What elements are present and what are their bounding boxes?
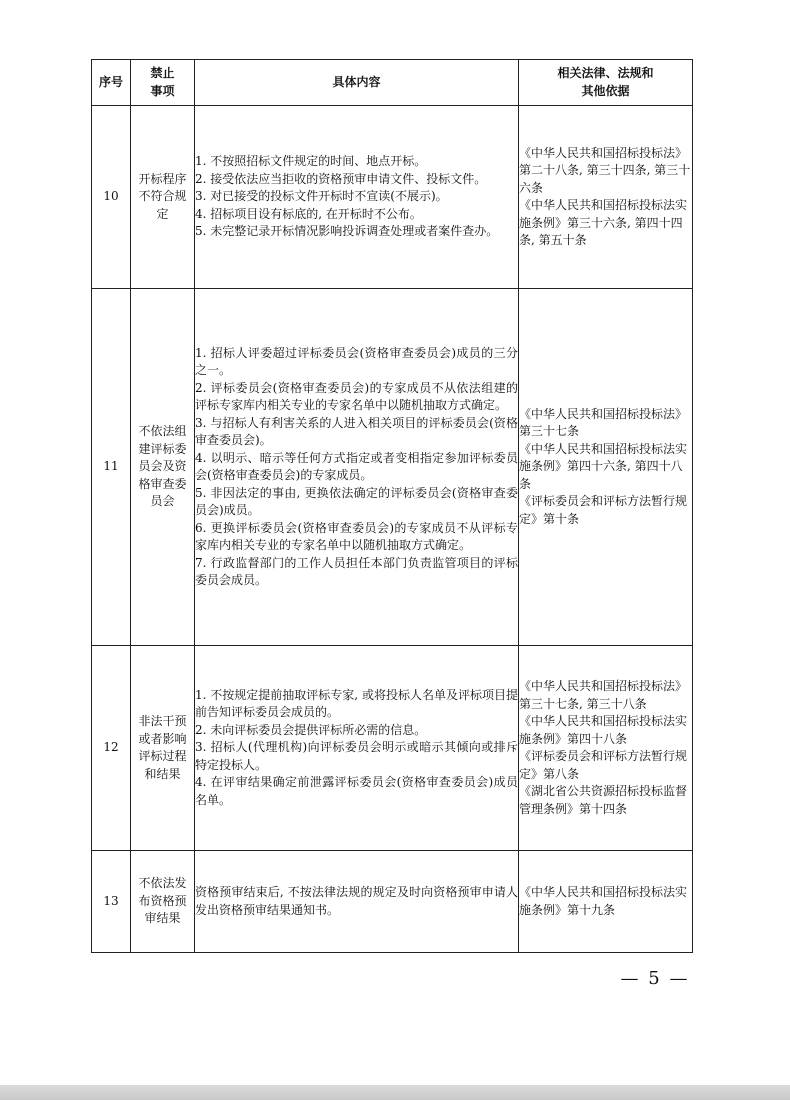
content-line: 4. 招标项目设有标底的, 在开标时不公布。 <box>195 206 422 221</box>
legal-basis <box>519 851 693 953</box>
basis-line: 《评标委员会和评标方法暂行规定》第十条 <box>519 494 688 526</box>
content-line: 1. 不按规定提前抽取评标专家, 或将投标人名单及评标项目提前告知评标委员会成员的。 <box>195 687 518 720</box>
basis-line: 《中华人民共和国招标投标法实施条例》第四十八条 <box>519 714 688 746</box>
specific-content <box>195 851 519 953</box>
row-number-text: 11 <box>103 459 119 474</box>
row-number-text: 13 <box>103 893 119 908</box>
content-line: 4. 以明示、暗示等任何方式指定或者变相指定参加评标委员会(资格审查委员会)的专家成员。 <box>195 450 518 482</box>
basis-line: 《评标委员会和评标方法暂行规定》第八条 <box>519 749 688 781</box>
prohibited-item <box>131 106 195 289</box>
basis-line: 《湖北省公共资源招标投标监督管理条例》第十四条 <box>519 784 688 816</box>
prohibited-item-text: 不依法组 建评标委 员会及资 格审查委 员会 <box>138 424 187 509</box>
prohibited-item <box>131 289 195 646</box>
row-number <box>92 289 131 646</box>
content-line: 资格预审结束后, 不按法律法规的规定及时向资格预审申请人发出资格预审结果通知书。 <box>195 885 518 917</box>
header-seq <box>92 60 131 106</box>
row-number <box>92 851 131 953</box>
table-row <box>92 646 693 851</box>
header-seq-text: 序号 <box>98 74 123 89</box>
viewer-bottom-edge <box>0 1085 790 1100</box>
content-line: 3. 与招标人有利害关系的人进入相关项目的评标委员会(资格审查委员会)。 <box>195 415 518 447</box>
content-line: 1. 不按照招标文件规定的时间、地点开标。 <box>195 154 427 169</box>
content-line: 5. 非因法定的事由, 更换依法确定的评标委员会(资格审查委员会)成员。 <box>195 485 518 517</box>
table-row <box>92 289 693 646</box>
row-number <box>92 106 131 289</box>
content-line: 5. 未完整记录开标情况影响投诉调查处理或者案件查办。 <box>195 224 499 239</box>
content-line: 3. 招标人(代理机构)向评标委员会明示或暗示其倾向或排斥特定投标人。 <box>195 740 518 772</box>
row-number <box>92 646 131 851</box>
specific-content <box>195 106 519 289</box>
page-number: — 5 — <box>620 968 690 989</box>
content-line: 2. 接受依法应当拒收的资格预审申请文件、投标文件。 <box>195 171 487 186</box>
content-line: 2. 评标委员会(资格审查委员会)的专家成员不从依法组建的评标专家库内相关专业的专家名单中以随机抽取方式确定。 <box>195 380 518 412</box>
row-number-text: 12 <box>103 740 119 755</box>
content-line: 1. 招标人评委超过评标委员会(资格审查委员会)成员的三分之一。 <box>195 345 518 377</box>
specific-content <box>195 289 519 646</box>
header-basis-text: 相关法律、法规和 其他依据 <box>557 66 654 98</box>
header-item <box>131 60 195 106</box>
basis-line: 《中华人民共和国招标投标法》第三十七条 <box>519 406 688 439</box>
legal-basis <box>519 646 693 851</box>
prohibited-item <box>131 851 195 953</box>
content-line: 3. 对已接受的投标文件开标时不宣读(不展示)。 <box>195 189 448 204</box>
content-line: 4. 在评审结果确定前泄露评标委员会(资格审查委员会)成员名单。 <box>195 775 518 807</box>
content-line: 6. 更换评标委员会(资格审查委员会)的专家成员不从评标专家库内相关专业的专家名单中以随机抽取方式确定。 <box>195 520 518 552</box>
legal-basis <box>519 289 693 646</box>
prohibited-item-text: 非法干预 或者影响 评标过程 和结果 <box>138 714 187 781</box>
header-content <box>195 60 519 106</box>
basis-line: 《中华人民共和国招标投标法》第三十七条, 第三十八条 <box>519 679 688 711</box>
header-content-text: 具体内容 <box>332 74 381 89</box>
content-line: 2. 未向评标委员会提供评标所必需的信息。 <box>195 722 427 737</box>
table-row <box>92 851 693 953</box>
basis-line: 《中华人民共和国招标投标法》第二十八条, 第三十四条, 第三十六条 <box>519 145 691 195</box>
table-row <box>92 106 693 289</box>
prohibited-item-text: 开标程序 不符合规 定 <box>138 171 187 221</box>
basis-line: 《中华人民共和国招标投标法实施条例》第四十六条, 第四十八条 <box>519 441 688 491</box>
prohibited-item <box>131 646 195 851</box>
legal-basis <box>519 106 693 289</box>
header-item-text: 禁止 事项 <box>150 66 175 98</box>
basis-line: 《中华人民共和国招标投标法实施条例》第十九条 <box>519 885 688 917</box>
prohibited-item-text: 不依法发 布资格预 审结果 <box>138 876 187 926</box>
row-number-text: 10 <box>103 189 119 204</box>
basis-line: 《中华人民共和国招标投标法实施条例》第三十六条, 第四十四条, 第五十条 <box>519 198 688 247</box>
content-line: 7. 行政监督部门的工作人员担任本部门负责监管项目的评标委员会成员。 <box>195 555 518 587</box>
table-header-row <box>92 60 693 106</box>
specific-content <box>195 646 519 851</box>
header-basis <box>519 60 693 106</box>
prohibited-items-table <box>91 59 693 953</box>
